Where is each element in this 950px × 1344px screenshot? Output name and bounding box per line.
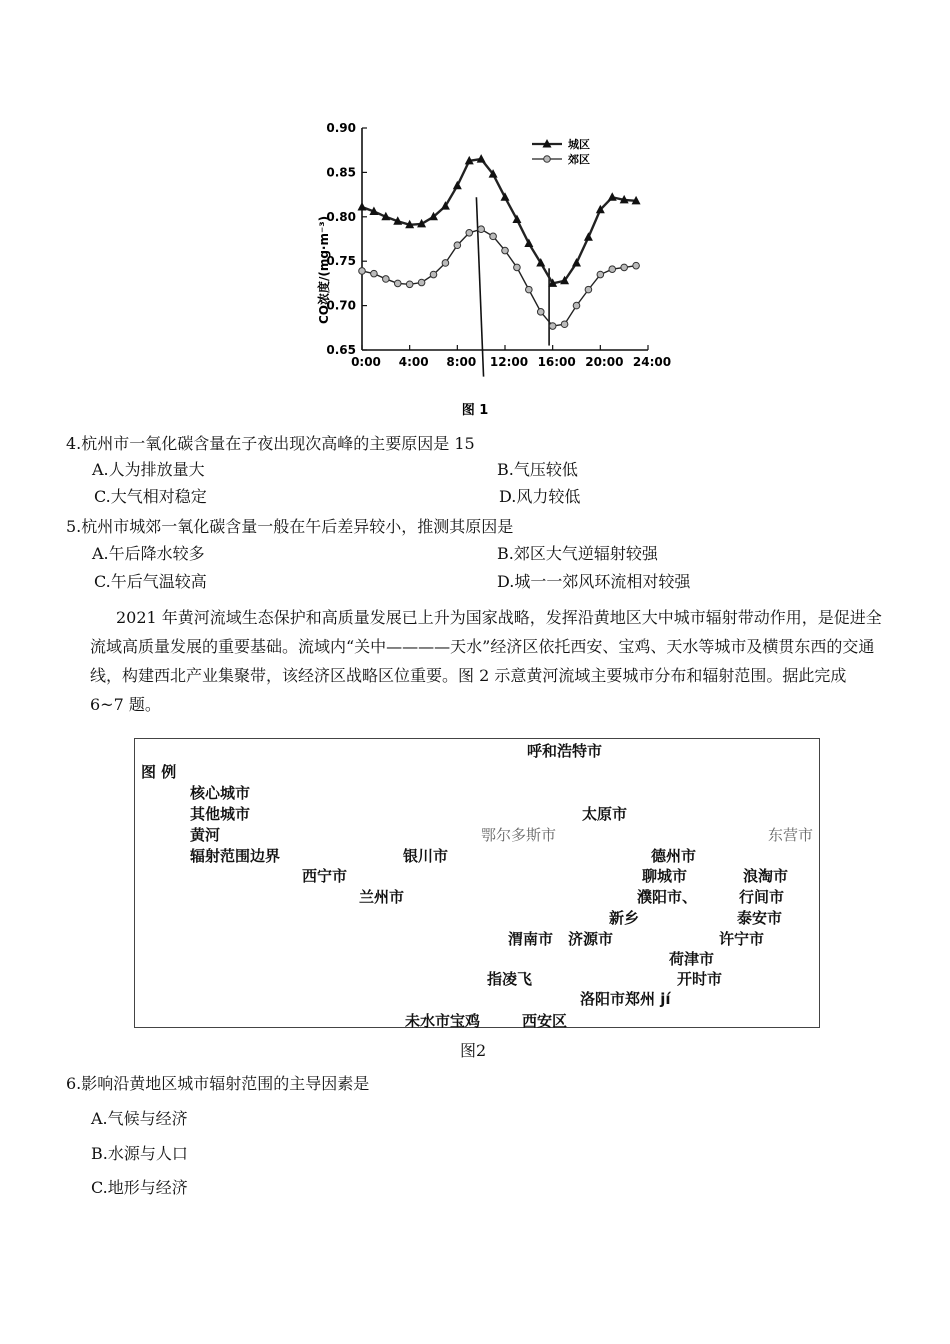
data-point-triangle [572,258,581,267]
city-xingjian: 行间市 [739,888,785,906]
question-4-option-d: D.风力较低 [499,487,581,506]
co-concentration-chart [310,110,672,420]
series-line [362,159,636,283]
data-point-circle [537,309,544,316]
city-xuning: 许宁市 [719,930,765,948]
data-point-triangle [358,202,367,211]
data-point-circle [418,279,425,286]
data-point-triangle [453,181,462,190]
x-tick-label: 4:00 [398,355,429,369]
y-axis-label: CO浓度/(mg·m⁻³) [317,215,331,325]
data-point-circle [478,226,485,233]
chart-axes [362,128,648,350]
city-xining: 西宁市 [302,867,348,885]
chart-title: 图 1 [461,403,489,418]
data-point-circle [526,286,533,293]
question-4-option-c: C.大气相对稳定 [94,487,207,506]
passage [90,603,885,719]
city-eerduosi: 鄂尔多斯市 [481,826,557,844]
question-5-option-a: A.午后降水较多 [92,544,205,563]
map-legend-title: 图 例 [141,763,177,781]
data-point-triangle [608,192,617,201]
question-5-stem: 5.杭州市城郊一氧化碳含量一般在午后差异较小，推测其原因是 [66,517,514,536]
city-lanzhou: 兰州市 [359,888,405,906]
legend-core-city: 核心城市 [190,784,251,802]
city-puyang: 濮阳市、 [637,888,698,906]
legend-marker-circle [544,156,551,163]
legend-radiation-boundary: 辐射范围边界 [190,847,281,865]
series-line [362,229,636,326]
x-tick-label: 24:00 [632,355,672,369]
city-huhehaote: 呼和浩特市 [527,742,603,760]
legend-yellow-river: 黄河 [190,826,221,844]
series-urban [358,154,641,287]
data-point-circle [359,268,366,275]
city-kaishi: 开时市 [677,970,723,988]
legend-other-city: 其他城市 [190,805,251,823]
data-point-circle [573,302,580,309]
data-point-circle [430,271,437,278]
data-point-circle [609,266,616,273]
question-4-stem: 4.杭州市一氧化碳含量在子夜出现次高峰的主要原因是 15 [66,434,475,453]
x-tick-label: 20:00 [585,355,624,369]
chart-legend [532,137,590,166]
data-point-circle [454,242,461,249]
data-point-circle [383,276,390,283]
data-point-circle [371,270,378,277]
y-tick-label: 0.80 [326,209,356,224]
x-tick-label: 0:00 [351,355,381,369]
x-tick-label: 8:00 [446,355,477,369]
figure-2-caption: 图2 [460,1041,487,1060]
city-weinan: 渭南市 [508,930,554,948]
question-4-option-a: A.人为排放量大 [92,460,205,479]
data-point-circle [502,247,509,254]
data-point-circle [633,262,640,269]
city-xinxiang: 新乡 [609,909,640,927]
data-point-circle [394,280,401,287]
city-dezhou: 德州市 [651,847,697,865]
data-point-circle [442,260,449,267]
question-5-option-c: C.午后气温较高 [94,572,207,591]
question-4-option-b: B.气压较低 [497,460,578,479]
city-yinchuan: 银川市 [403,847,449,865]
question-5-option-d: D.城一一郊风环流相对较强 [497,572,691,591]
data-point-triangle [584,232,593,241]
x-tick-label: 16:00 [537,355,576,369]
city-liaocheng: 聊城市 [642,867,688,885]
y-tick-label: 0.90 [326,121,356,135]
data-point-circle [561,321,568,328]
data-point-circle [406,281,413,288]
passage-text: 2021 年黄河流域生态保护和高质量发展已上升为国家战略，发挥沿黄地区大中城市辐射带动作用，是促进全流域高质量发展的重要基础。流域内“关中————天水”经济区依托西安、宝鸡、天水等城市及横贯东西的交通线，构建西北产业集聚带，该经济区战略区位重要。图 2 示意黄河流域主要城市分布和辐射范围。据此完成 6~7 题。 [90,608,882,714]
legend-label: 城区 [568,138,590,151]
city-dongying: 东营市 [768,826,814,844]
city-heze: 荷津市 [669,950,715,968]
y-tick-label: 0.85 [326,165,356,180]
city-taian: 泰安市 [737,909,783,927]
y-tick-label: 0.65 [326,343,356,357]
city-zhiling: 指凌飞 [487,970,533,988]
data-point-circle [585,286,592,293]
series-suburban [359,226,640,329]
x-tick-label: 12:00 [489,355,529,369]
city-xian: 西安区 [522,1012,568,1030]
question-6-stem: 6.影响沿黄地区城市辐射范围的主导因素是 [66,1074,370,1093]
city-jiyuan: 济源市 [568,930,614,948]
data-point-circle [597,271,604,278]
question-6-option-b: B.水源与人口 [91,1144,188,1163]
question-6-option-c: C.地形与经济 [91,1178,188,1197]
legend-label: 郊区 [568,153,590,166]
question-6-option-a: A.气候与经济 [91,1109,188,1128]
data-point-triangle [477,154,486,163]
city-langtao: 浪淘市 [743,867,789,885]
data-point-circle [466,229,473,236]
y-tick-label: 0.75 [326,254,356,269]
question-5-option-b: B.郊区大气逆辐射较强 [497,544,658,563]
data-point-circle [514,264,521,271]
city-luoyang-zhengzhou: 洛阳市郑州 jí [580,990,671,1008]
chart-series [358,154,641,377]
city-weishui-baoji: 未水市宝鸡 [405,1012,481,1030]
data-point-circle [621,264,628,271]
yellow-river-map [134,738,820,1028]
data-point-circle [549,323,556,330]
y-tick-label: 0.70 [326,298,356,313]
chart-ticks [326,121,671,369]
city-taiyuan: 太原市 [582,805,628,823]
data-point-circle [490,233,497,240]
